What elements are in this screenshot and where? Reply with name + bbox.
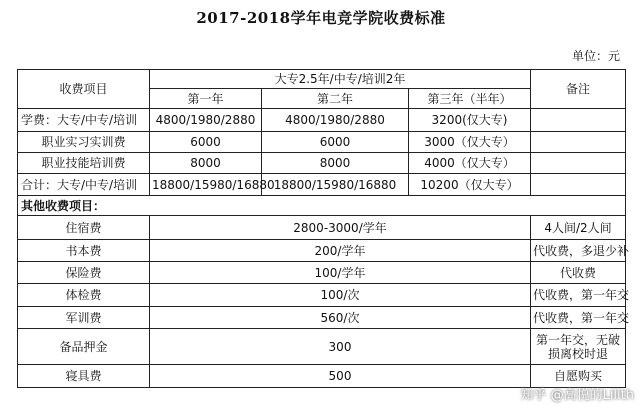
unit-label: 单位：元 xyxy=(571,49,620,63)
table-row xyxy=(18,216,626,240)
fee-year1: 18800/15980/16880 xyxy=(150,174,262,196)
other-amount: 300 xyxy=(150,329,531,365)
fee-item: 合计：大专/中专/培训 xyxy=(18,174,150,196)
other-amount: 560/次 xyxy=(150,307,531,329)
other-remark: 代收费 xyxy=(531,262,626,284)
other-amount: 500 xyxy=(150,365,531,388)
table-row xyxy=(18,132,626,153)
table-row xyxy=(18,284,626,307)
other-remark: 自愿购买 xyxy=(531,365,626,388)
document-title: 2017-2018学年电竞学院收费标准 xyxy=(196,9,446,27)
header-remark: 备注 xyxy=(531,70,626,109)
other-item: 住宿费 xyxy=(18,216,150,240)
header-year2: 第二年 xyxy=(262,89,409,109)
fee-year3: 4000（仅大专） xyxy=(409,153,531,174)
fee-item: 学费：大专/中专/培训 xyxy=(18,109,150,132)
table-row xyxy=(18,329,626,365)
other-amount: 200/学年 xyxy=(150,240,531,262)
other-remark: 第一年交，无破损离校时退 xyxy=(531,329,626,365)
table-row xyxy=(18,153,626,174)
fee-year2: 8000 xyxy=(262,153,409,174)
other-amount: 100/次 xyxy=(150,284,531,307)
fee-table xyxy=(17,69,630,388)
table-row xyxy=(18,109,626,132)
other-section-row xyxy=(18,196,626,216)
watermark: 知乎 @高悦的Lilith xyxy=(520,388,634,403)
header-year3: 第三年（半年） xyxy=(409,89,531,109)
table-row xyxy=(18,240,626,262)
table-row xyxy=(18,174,626,196)
other-section-title: 其他收费项目： xyxy=(18,196,626,216)
fee-remark xyxy=(531,174,626,196)
other-remark: 4人间/2人间 xyxy=(531,216,626,240)
fee-year1: 8000 xyxy=(150,153,262,174)
other-remark: 代收费，第一年交 xyxy=(531,284,626,307)
header-item: 收费项目 xyxy=(18,70,150,109)
header-year1: 第一年 xyxy=(150,89,262,109)
fee-year3: 3000（仅大专） xyxy=(409,132,531,153)
other-item: 体检费 xyxy=(18,284,150,307)
other-amount: 100/学年 xyxy=(150,262,531,284)
other-remark: 代收费，多退少补 xyxy=(531,240,626,262)
fee-item: 职业技能培训费 xyxy=(18,153,150,174)
fee-item: 职业实习实训费 xyxy=(18,132,150,153)
other-item: 书本费 xyxy=(18,240,150,262)
fee-year1: 4800/1980/2880 xyxy=(150,109,262,132)
header-program: 大专2.5年/中专/培训2年 xyxy=(150,70,531,89)
fee-year2: 6000 xyxy=(262,132,409,153)
table-row xyxy=(18,307,626,329)
other-item: 保险费 xyxy=(18,262,150,284)
fee-year2: 18800/15980/16880 xyxy=(262,174,409,196)
other-amount: 2800-3000/学年 xyxy=(150,216,531,240)
fee-remark xyxy=(531,132,626,153)
fee-year2: 4800/1980/2880 xyxy=(262,109,409,132)
other-item: 备品押金 xyxy=(18,329,150,365)
fee-remark xyxy=(531,153,626,174)
fee-year3: 3200(仅大专) xyxy=(409,109,531,132)
table-header-row xyxy=(18,70,626,89)
table-row xyxy=(18,262,626,284)
other-remark: 代收费，第一年交 xyxy=(531,307,626,329)
other-item: 寝具费 xyxy=(18,365,150,388)
fee-year1: 6000 xyxy=(150,132,262,153)
fee-remark xyxy=(531,109,626,132)
fee-year3: 10200（仅大专） xyxy=(409,174,531,196)
other-item: 军训费 xyxy=(18,307,150,329)
